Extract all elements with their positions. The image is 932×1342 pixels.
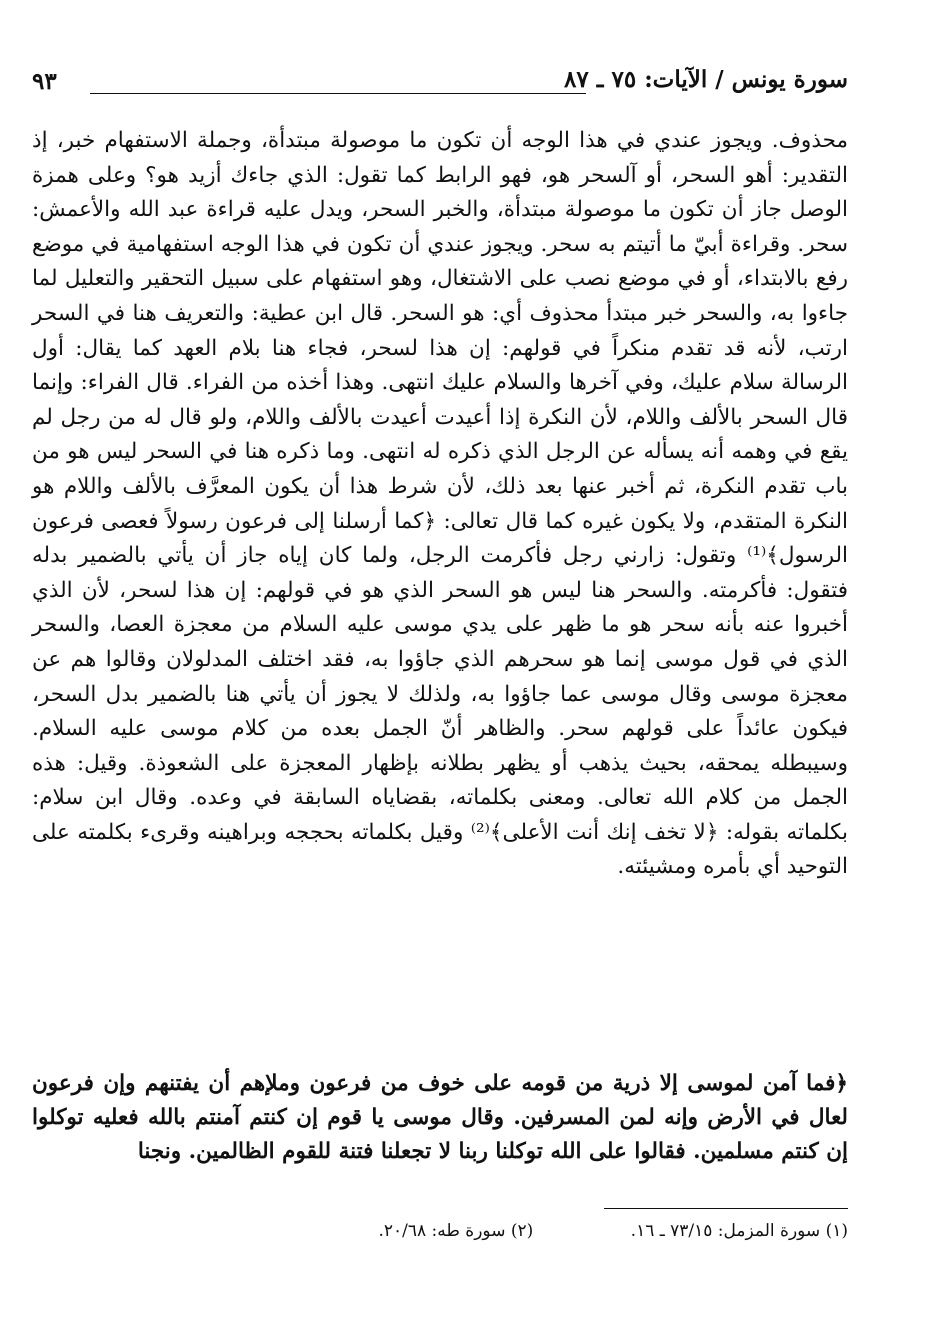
footnote-rule bbox=[604, 1208, 848, 1209]
quran-verse-block: ﴿فما آمن لموسى إلا ذرية من قومه على خوف من فرعون وملإهم أن يفتنهم وإن فرعون لعال في الأرض وإنه لمن المسرفين. وقال موسى يا قوم إن كنتم آمنتم بالله فعليه توكلوا إن كنتم مسلمين. فقالوا على الله توكلنا ربنا لا تجعلنا فتنة للقوم الظالمين. ونجنا bbox=[32, 1071, 848, 1164]
header-rule bbox=[90, 93, 586, 94]
page-header bbox=[32, 66, 848, 106]
footnote-1: (١) سورة المزمل: ٧٣/١٥ ـ ١٦. bbox=[630, 1221, 848, 1241]
footnote-2: (٢) سورة طه: ٢٠/٦٨. bbox=[378, 1221, 534, 1241]
footnotes bbox=[250, 1218, 848, 1244]
running-head: سورة يونس / الآيات: ٧٥ ـ ٨٧ bbox=[563, 66, 848, 93]
commentary-paragraph: محذوف. ويجوز عندي في هذا الوجه أن تكون ما موصولة مبتدأة، وجملة الاستفهام خبر، إذ التقدير: أهو السحر، أو آلسحر هو، فهو الرابط كما تقول: الذي جاءك أزيد هو؟ وعلى همزة الوصل جاز أن تكون ما موصولة مبتدأة، والخبر السحر، ويدل عليه قراءة عبد الله والأعمش: سحر. وقراءة أبيّ ما أتيتم به سحر. ويجوز عندي أن تكون في هذا الوجه استفهامية في موضع رفع بالابتداء، أو في موضع نصب على الاشتغال، وهو استفهام على سبيل التحقير والتعليل لما جاءوا به، والسحر خبر مبتدأ محذوف أي: هو السحر. قال ابن عطية: والتعريف هنا في السحر ارتب، لأنه قد تقدم منكراً في قولهم: إن هذا لسحر، فجاء هنا بلام العهد كما يقال: أول الرسالة سلام عليك، وفي آخرها والسلام عليك انتهى. وهذا أخذه من الفراء. قال الفراء: وإنما قال السحر بالألف واللام، لأن النكرة إذا أعيدت أعيدت بالألف واللام، ولو قال له من رجل لم يقع في وهمه أنه يسأله عن الرجل الذي ذكره له انتهى. وما ذكره هنا في السحر ليس هو من باب تقدم النكرة، ثم أخبر عنها بعد ذلك، لأن شرط هذا أن يكون المعرَّف بالألف واللام هو النكرة المتقدم، ولا يكون غيره كما قال تعالى: ﴿كما أرسلنا إلى فرعون رسولاً فعصى فرعون الرسول﴾⁽¹⁾ وتقول: زارني رجل فأكرمت الرجل، ولما كان إياه جاز أن يأتي بالضمير بدله فتقول: فأكرمته. والسحر هنا ليس هو السحر الذي هو في قولهم: إن هذا لسحر، لأن الذي أخبروا عنه بأنه سحر هو ما ظهر على يدي موسى عليه السلام من معجزة العصا، والسحر الذي في قول موسى إنما هو سحرهم الذي جاؤوا به، فقد اختلف المدلولان وقالوا هم عن معجزة موسى وقال موسى عما جاؤوا به، ولذلك لا يجوز أن يأتي هنا بالضمير بدل السحر، فيكون عائداً على قولهم سحر. والظاهر أنّ الجمل بعده من كلام موسى عليه السلام. وسيبطله يمحقه، بحيث يذهب أو يظهر بطلانه بإظهار المعجزة على الشعوذة. وقيل: هذه الجمل من كلام الله تعالى. ومعنى بكلماته، بقضاياه السابقة في وعده. وقال ابن سلام: بكلماته بقوله: ﴿لا تخف إنك أنت الأعلى﴾⁽²⁾ وقيل بكلماته بحججه وبراهينه وقرىء بكلمته على التوحيد أي بأمره ومشيئته. bbox=[32, 128, 849, 880]
page-number: ٩٣ bbox=[32, 68, 57, 95]
commentary-text bbox=[32, 124, 848, 885]
